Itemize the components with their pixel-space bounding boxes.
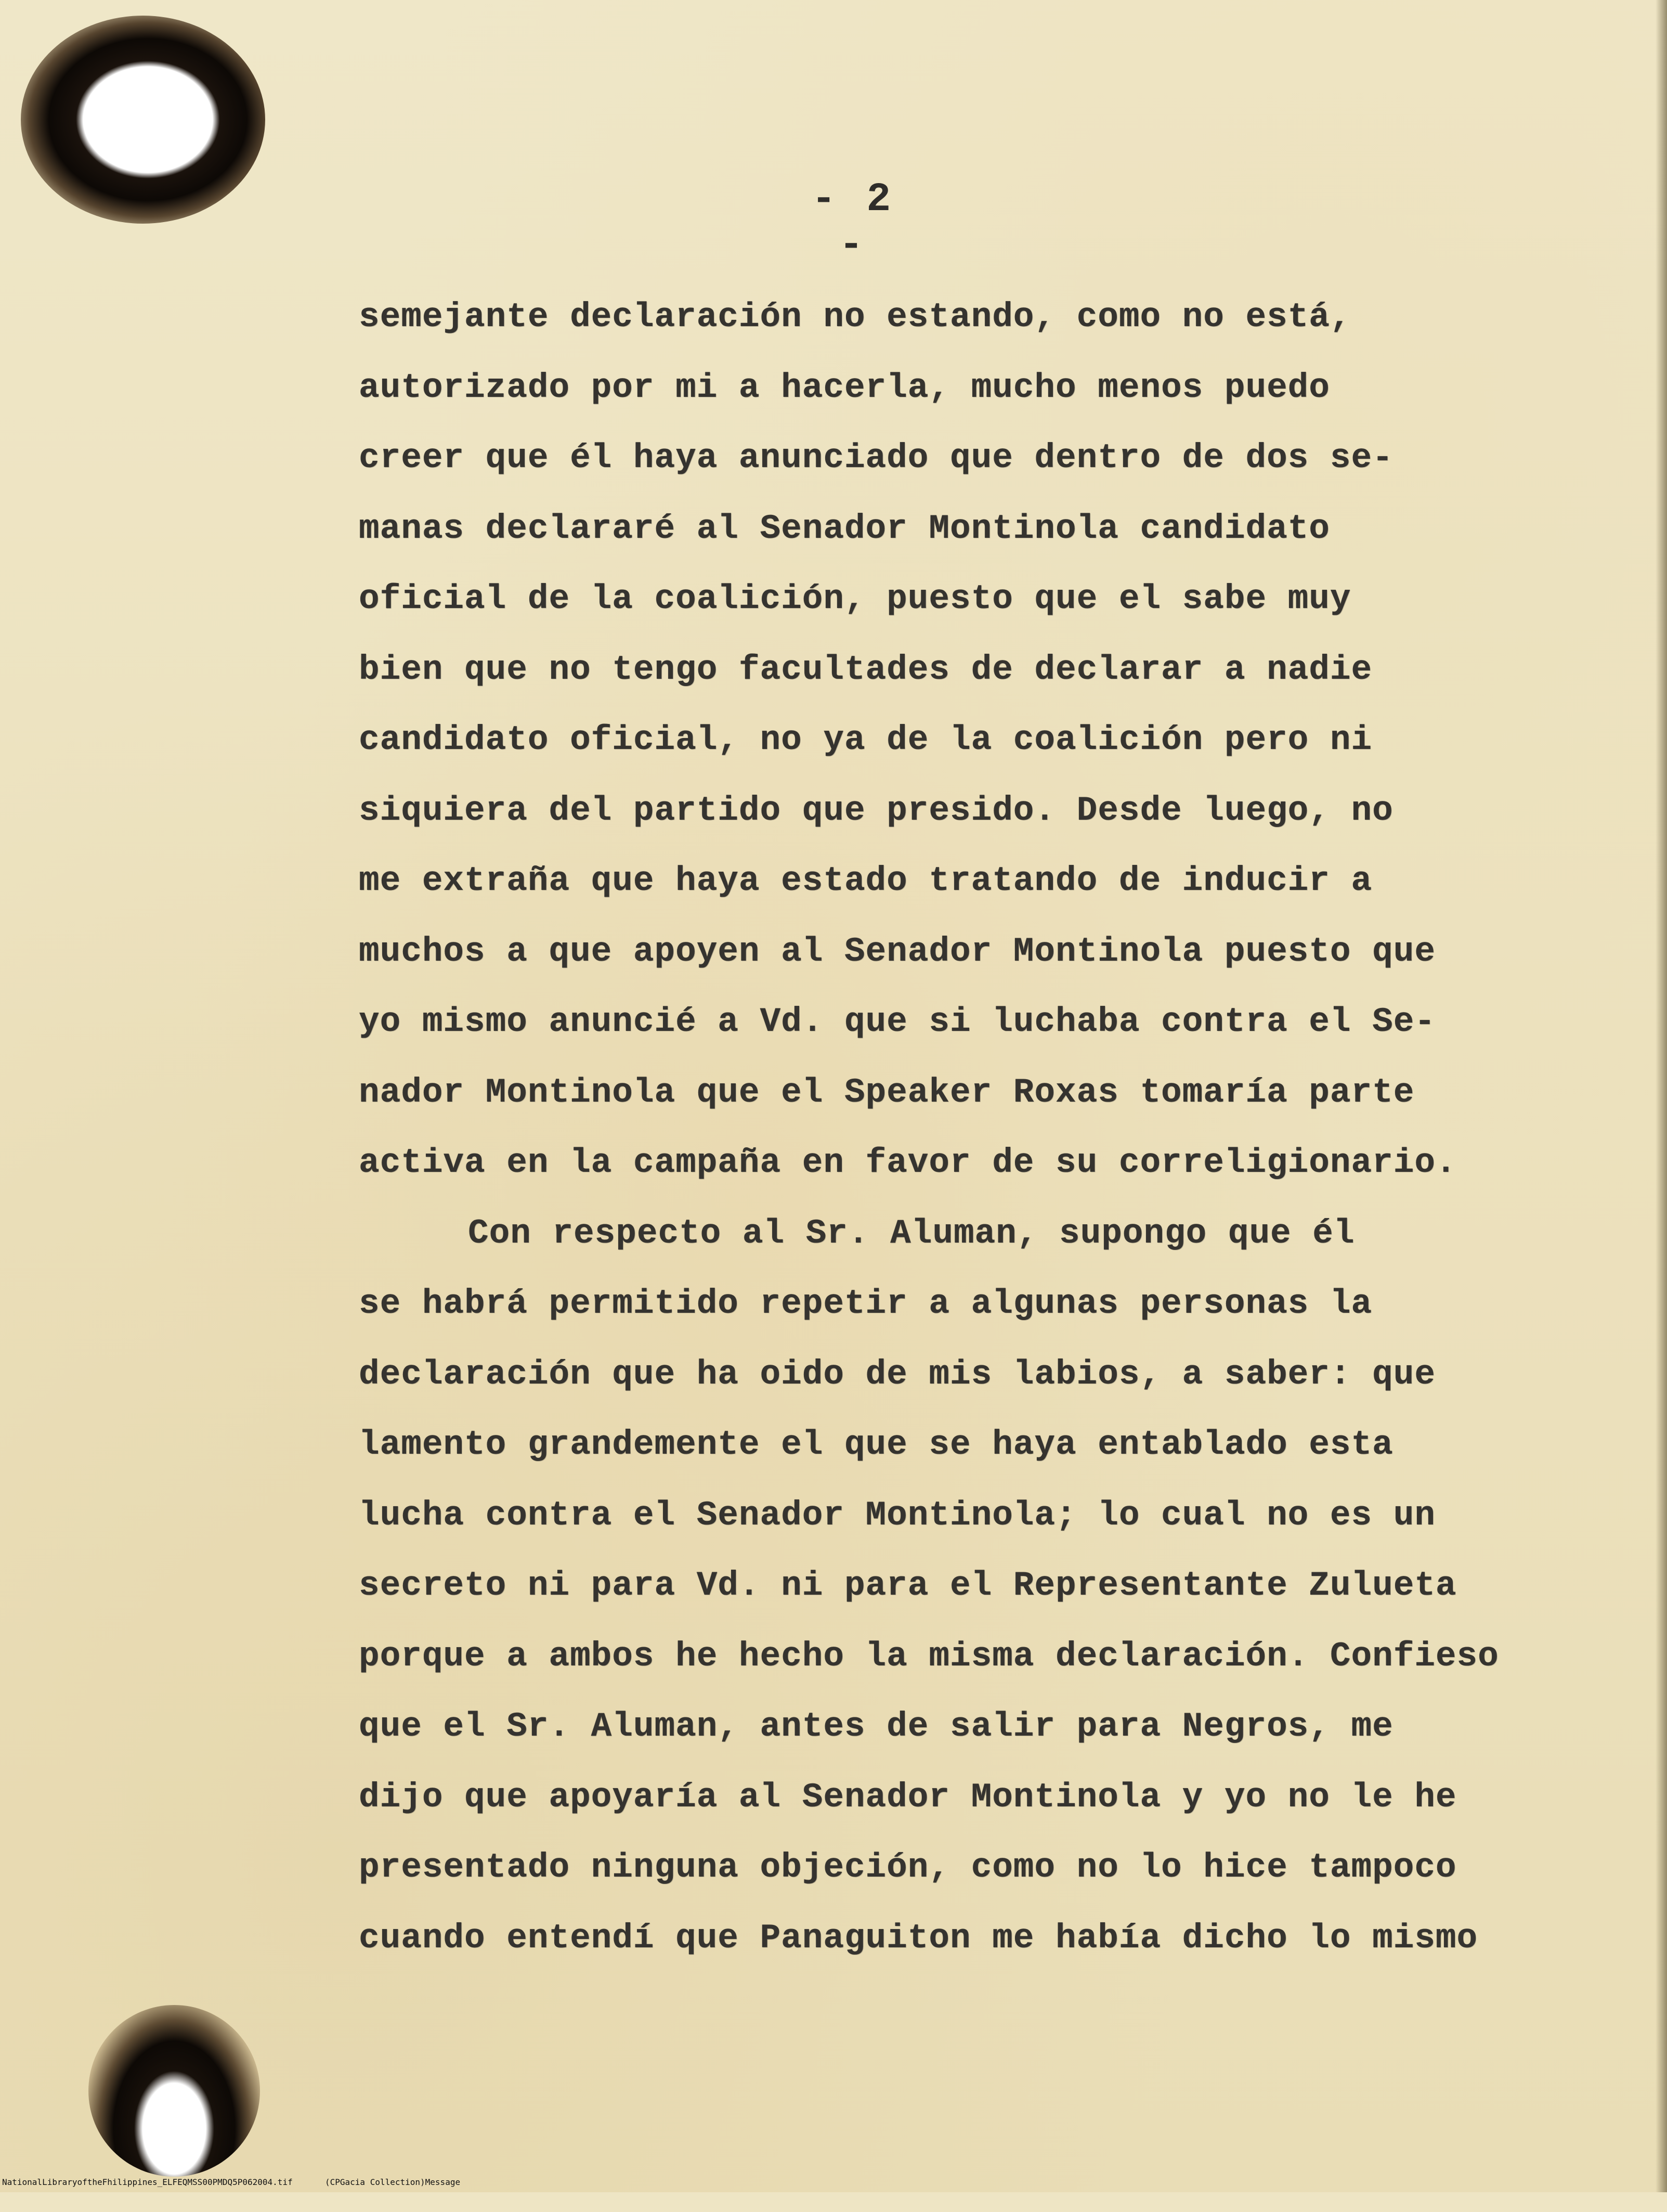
- text-line: oficial de la coalición, puesto que el sabe muy: [359, 579, 1351, 618]
- text-line: bien que no tengo facultades de declarar a nadie: [359, 650, 1373, 689]
- burn-hole-top: [21, 16, 265, 224]
- text-line: activa en la campaña en favor de su correligionario.: [359, 1143, 1457, 1182]
- text-line: dijo que apoyaría al Senador Montinola y yo no le he: [359, 1777, 1457, 1817]
- text-line: creer que él haya anunciado que dentro de dos se-: [359, 438, 1393, 477]
- text-line: que el Sr. Aluman, antes de salir para Negros, me: [359, 1707, 1393, 1746]
- paper-edge-shadow: [1656, 0, 1667, 2192]
- text-line: autorizado por mi a hacerla, mucho menos puedo: [359, 368, 1330, 407]
- text-line: me extraña que haya estado tratando de inducir a: [359, 861, 1373, 900]
- text-line: lucha contra el Senador Montinola; lo cual no es un: [359, 1495, 1436, 1535]
- text-line: se habrá permitido repetir a algunas personas la: [359, 1284, 1373, 1323]
- text-line: manas declararé al Senador Montinola candidato: [359, 509, 1330, 548]
- text-line: cuando entendí que Panaguiton me había dicho lo mismo: [359, 1918, 1478, 1958]
- text-line: presentado ninguna objeción, como no lo hice tampoco: [359, 1848, 1457, 1887]
- collection-label: (CPGacia Collection)Message: [325, 2177, 461, 2187]
- text-line: candidato oficial, no ya de la coalición pero ni: [359, 720, 1373, 759]
- text-line: muchos a que apoyen al Senador Montinola puesto que: [359, 932, 1436, 971]
- scan-footer: [0, 2172, 1667, 2187]
- burn-hole-bottom: [88, 2005, 260, 2177]
- scan-filename: NationalLibraryoftheFhilippines_ELFEQMSS00PMDQ5P062004.tif: [2, 2177, 293, 2187]
- paragraph-start-line: Con respecto al Sr. Aluman, supongo que él: [468, 1213, 1355, 1253]
- text-line: secreto ni para Vd. ni para el Representante Zulueta: [359, 1566, 1457, 1605]
- text-line: yo mismo anuncié a Vd. que si luchaba contra el Se-: [359, 1002, 1436, 1041]
- text-line: declaración que ha oido de mis labios, a saber: que: [359, 1354, 1436, 1394]
- text-line: siquiera del partido que presido. Desde luego, no: [359, 791, 1393, 830]
- text-line: porque a ambos he hecho la misma declaración. Confieso: [359, 1636, 1499, 1676]
- text-line: semejante declaración no estando, como no está,: [359, 297, 1351, 337]
- text-line: nador Montinola que el Speaker Roxas tomaría parte: [359, 1072, 1415, 1112]
- typed-body-text: [359, 291, 1607, 1983]
- text-line: lamento grandemente el que se haya entablado esta: [359, 1425, 1393, 1464]
- page-number: - 2 -: [811, 177, 894, 268]
